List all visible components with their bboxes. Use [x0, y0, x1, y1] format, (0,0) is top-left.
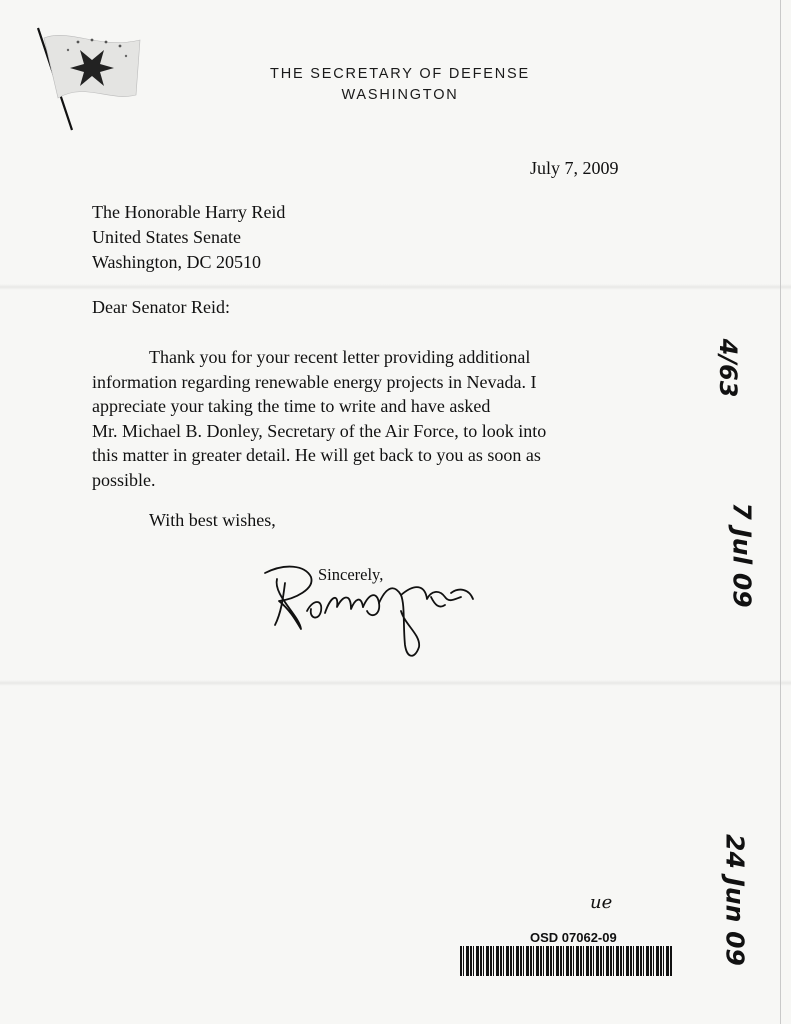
eagle-flag-icon	[30, 20, 150, 135]
handwritten-date: 24 Jun 09	[720, 834, 750, 966]
salutation: Dear Senator Reid:	[92, 297, 230, 317]
letterhead	[230, 64, 570, 106]
handwritten-date: 7 Jul 09	[727, 502, 757, 608]
closing: With best wishes,	[149, 510, 276, 530]
handwritten-initials: ue	[590, 892, 613, 913]
signoff: Sincerely,	[318, 565, 384, 584]
fold-line	[0, 284, 791, 290]
body-line: this matter in greater detail. He will get back to you as soon as	[92, 445, 541, 465]
barcode	[460, 946, 672, 976]
letter-date: July 7, 2009	[530, 158, 619, 178]
recipient-line: The Honorable Harry Reid	[92, 202, 286, 222]
signature-image	[255, 555, 485, 665]
body-line: appreciate your taking the time to write and have asked	[92, 396, 491, 416]
recipient-address	[92, 200, 285, 275]
letterhead-city: WASHINGTON	[341, 87, 459, 103]
recipient-line: Washington, DC 20510	[92, 252, 262, 272]
body-line: Thank you for your recent letter providing additional	[149, 347, 531, 367]
body-line: Mr. Michael B. Donley, Secretary of the Air Force, to look into	[92, 420, 547, 441]
handwritten-note: 4/63	[714, 338, 742, 398]
fold-line	[0, 680, 791, 686]
letter-body	[92, 345, 632, 492]
body-line: possible.	[92, 469, 156, 490]
control-number: OSD 07062-09	[530, 930, 617, 945]
body-line: information regarding renewable energy projects in Nevada. I	[92, 371, 537, 392]
page-edge	[780, 0, 781, 1024]
recipient-line: United States Senate	[92, 227, 241, 247]
letterhead-title: THE SECRETARY OF DEFENSE	[270, 66, 530, 82]
